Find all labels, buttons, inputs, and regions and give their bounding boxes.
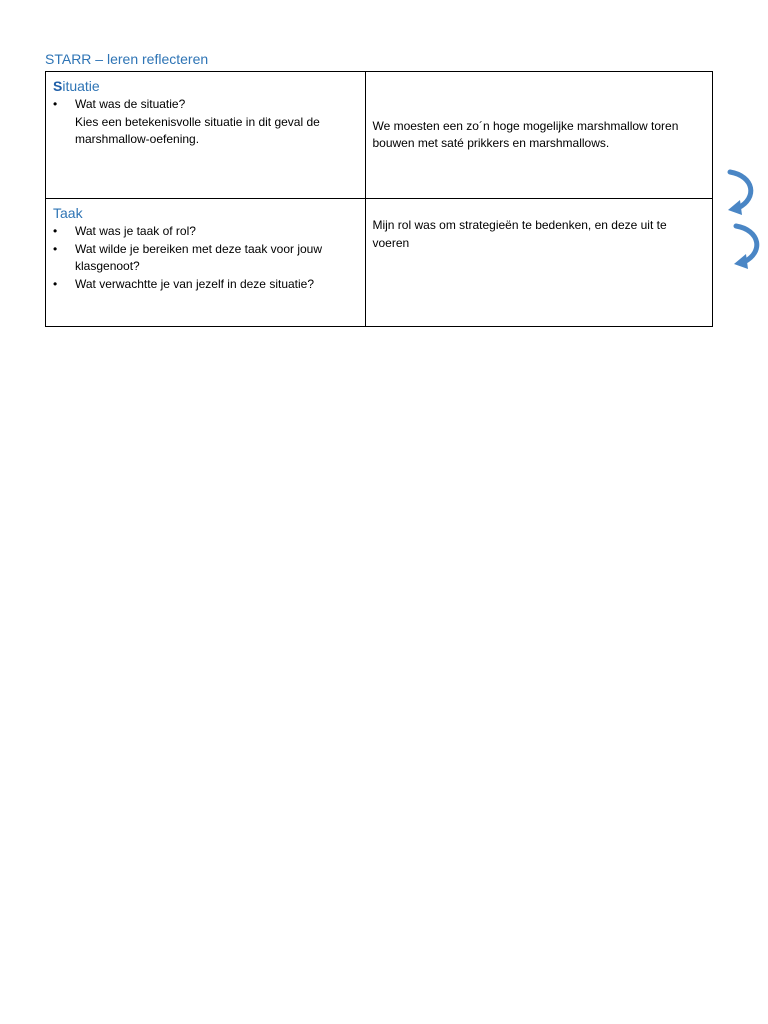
bullet-icon: • (53, 97, 58, 111)
taak-question-text: Wat wilde je bereiken met deze taak voor jouw klasgenoot? (75, 241, 323, 273)
table-row-taak (46, 199, 713, 327)
taak-answer-cell[interactable] (366, 199, 713, 327)
bullet-icon: • (53, 276, 58, 291)
taak-heading: Taak (53, 205, 83, 221)
list-item (53, 241, 359, 276)
situatie-question-cell (46, 72, 366, 199)
table-row-situatie (46, 72, 713, 199)
situatie-question-list (53, 96, 359, 149)
bullet-icon: • (53, 241, 58, 256)
taak-answer-text: Mijn rol was om strategieën te bedenken, en deze uit te voeren (372, 218, 667, 250)
situatie-heading (53, 77, 359, 95)
situatie-answer-text: We moesten een zo´n hoge mogelijke marshmallow toren bouwen met saté prikkers en marshmallows. (372, 118, 679, 150)
list-item (53, 223, 359, 241)
list-item (53, 276, 359, 294)
situatie-heading-initial: S (53, 78, 63, 94)
list-item (53, 96, 359, 149)
situatie-question-continuation: Kies een betekenisvolle situatie in dit geval de marshmallow-oefening. (75, 114, 320, 146)
taak-question-text: Wat verwachtte je van jezelf in deze situatie? (75, 276, 315, 291)
situatie-heading-rest: ituatie (62, 78, 100, 94)
document-title: STARR – leren reflecteren (45, 51, 209, 67)
curved-arrow-down-left-icon (724, 168, 758, 220)
situatie-question-text: Wat was de situatie? (75, 97, 186, 111)
starr-table (45, 71, 713, 327)
situatie-answer-cell[interactable] (366, 72, 713, 199)
taak-question-text: Wat was je taak of rol? (75, 224, 196, 238)
taak-question-list (53, 223, 359, 293)
taak-question-cell (46, 199, 366, 327)
bullet-icon: • (53, 224, 58, 238)
curved-arrow-down-left-icon (730, 222, 764, 274)
